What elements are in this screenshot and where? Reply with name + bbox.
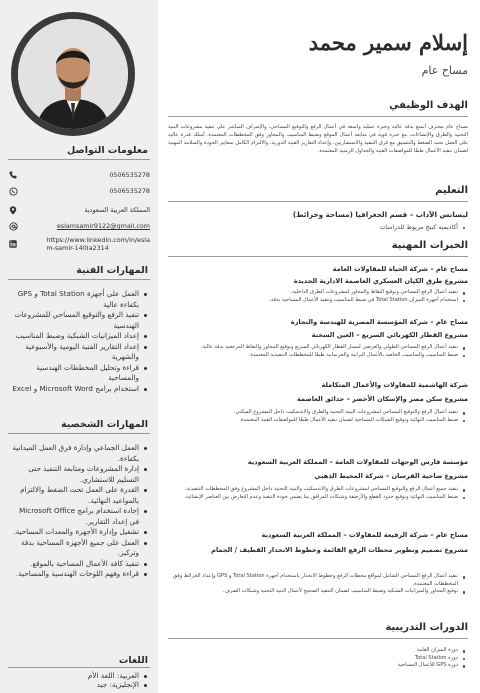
experience-project: مشروع طرق الكيان العسكري العاصمة الادارية الجديدة: [293, 277, 468, 285]
list-item: دورة GPS للأعمال المساحية: [168, 662, 468, 670]
list-item: تنفيذ كافة الأعمال المساحية بالموقع.: [10, 559, 148, 570]
linkedin-icon: [8, 239, 18, 249]
languages-title: اللغات: [118, 655, 148, 666]
avatar-portrait-icon: [18, 19, 128, 129]
contact-email[interactable]: [8, 221, 150, 231]
list-item: ضبط المناسيب النهائية وتوقيع الشبكات المساحية لضمان تنفيذ الأعمال طبقًا للمواصفات الفنية المعتمدة.: [168, 417, 468, 425]
contact-phone-2[interactable]: [8, 186, 150, 196]
list-item: العمل على أجهزة Total Station و GPS بكفاءة عالية: [10, 289, 148, 310]
list-item: تنفيذ الرفع والتوقيع المساحي للمشروعات الهندسية: [10, 310, 148, 331]
list-item: القدرة على العمل تحت الضغط والالتزام بالمواعيد النهائية.: [10, 485, 148, 506]
tech-skills-list-wrap: [10, 289, 148, 394]
languages-list-wrap: [10, 671, 148, 689]
linkedin-url-line-1: https://www.linkedin.com/in/esla: [46, 236, 150, 244]
divider: [168, 256, 468, 257]
list-item: إعداد الميزانيات الشبكية وضبط المناسيب: [10, 331, 148, 342]
education-title: التعليم: [435, 185, 468, 196]
list-item: تنفيذ جميع أعمال الرفع والتوقيع المساحي لمشروعات الطرق والاندسكيب والبنية التحتية داخل المشروع وفق المخططات التنفيذية.: [168, 486, 468, 494]
main-column: [168, 0, 468, 693]
contact-location: [8, 205, 150, 215]
list-item: تشغيل وإدارة الأجهزة والمعدات المساحية.: [10, 527, 148, 538]
list-item: أكاديمية كينج مريوط للدراسات: [168, 223, 468, 232]
experience-project: مشروع القطار الكهربائي السريع – العين السخنة: [311, 331, 468, 339]
courses-list: [168, 647, 468, 670]
list-item: استخدام أجهزة الميزان Total Station في ضبط المناسيب وتنفيذ الأعمال المساحية بدقة.: [168, 297, 468, 305]
experience-project: مشروع سكن مصر والإسكان الأخضر – حدائق العاصمة: [297, 395, 468, 403]
email-icon: [8, 221, 18, 231]
contact-section: [10, 145, 148, 156]
divider: [168, 116, 468, 117]
personal-skills-title: المهارات الشخصية: [61, 419, 148, 430]
tech-skills-title: المهارات الفنية: [76, 265, 148, 276]
list-item: تنفيذ أعمال الرفع المساحي وتوقيع النقاط والمحاور لمشروعات الطرق الداخلية.: [168, 289, 468, 297]
linkedin-url-line-2: m-samir-140la2314: [46, 244, 109, 252]
phone-number: 0506535278: [109, 171, 150, 179]
list-item: توقيع المحاور والميزانيات الشبكية وضبط المناسيب لضمان التنفيذ الصحيح لأعمال البنية التحتية وشبكات الصرف.: [168, 588, 468, 596]
personal-skills-list-wrap: [10, 443, 148, 580]
experience-tasks: [168, 344, 468, 359]
phone-icon: [8, 170, 18, 180]
list-item: ضبط المناسيب النهائية وتوقيع حدود القطع والأرصفة وشبكات المرافق بما يضمن جودة التنفيذ وعدم التعارض بين العناصر الإنشائية.: [168, 494, 468, 502]
experience-tasks: [168, 486, 468, 501]
phone-number: 0506535278: [109, 187, 150, 195]
person-name: إسلام سمير محمد: [308, 30, 468, 55]
experience-company: مؤسسة فارس الوجهات للمقاولات العامة – المملكة العربية السعودية: [247, 458, 468, 466]
experience-tasks: [168, 289, 468, 304]
list-item: العربية: اللغة الأم: [10, 671, 148, 680]
experience-company: مساح عام – شركة الحياة للمقاولات العامة: [332, 265, 468, 273]
list-item: إدارة المشروعات ومتابعة التنفيذ حتى التسليم للاستشاري.: [10, 464, 148, 485]
divider: [8, 667, 150, 668]
list-item: قراءة وفهم اللوحات الهندسية والمساحية.: [10, 569, 148, 580]
courses-title: الدورات التدريبية: [385, 622, 468, 633]
profile-photo: [11, 12, 135, 136]
job-title: مساح عام: [421, 64, 468, 77]
languages-list: [10, 671, 148, 689]
education-list: [168, 223, 468, 232]
list-item: تنفيذ أعمال الرفع والتوقيع المساحي لمشروعات البنية التحتية والطرق والاندسكيب داخل المشروع السكني.: [168, 409, 468, 417]
list-item: تنفيذ أعمال الرفع المساحي الشامل لمواقع محطات الرفع وخطوط الانحدار باستخدام أجهزة Total Station و GPS وإعداد الخرائط وفق المخططات المعتمدة.: [168, 573, 468, 588]
objective-text: مساح عام محترف أتمتع بدقة عالية وخبرة عملية واسعة في أعمال الرفع والتوقيع المساحي، والإشراف المباشر على تنفيذ مشروعات البنية التحتية والطرق والإنشاءات، مع خبرة قوية في متابعة أعمال الموقع وضبط المناسيب والمحاور وفق المخططات المعتمدة. أمتلك قدرة عالية على العمل تحت الضغط والتنسيق مع فرق التنفيذ والاستشاريين، وإعداد التقارير الفنية الدورية، والالتزام الكامل بمعايير الجودة والسلامة المهنية لضمان تنفيذ الأعمال طبقًا للمواصفات الفنية والجداول الزمنية المعتمدة.: [168, 124, 468, 154]
experience-company: شركة الهاشمية للمقاولات والأعمال المتكاملة: [321, 381, 468, 389]
list-item: الإنجليزية: جيد: [10, 680, 148, 689]
tech-skills-list: [10, 289, 148, 394]
location-icon: [8, 205, 18, 215]
education-degree: ليسانس الآداب – قسم الجغرافيا (مساحة وخرائط): [292, 210, 468, 219]
languages-section: [10, 655, 148, 666]
list-item: دورة الميزان القامة: [168, 647, 468, 655]
personal-skills-list: [10, 443, 148, 580]
list-item: العمل على جميع الأجهزة المساحية بدقة وتركيز.: [10, 538, 148, 559]
avatar: [18, 19, 128, 129]
experience-tasks: [168, 409, 468, 424]
experience-tasks: [168, 573, 468, 596]
email-link[interactable]: eslamsamir9122@gmail.com: [56, 222, 150, 230]
experience-title: الخبرات المهنية: [391, 240, 468, 251]
linkedin-link[interactable]: [46, 236, 150, 252]
divider: [168, 201, 468, 202]
list-item: إعداد التقارير الفنية اليومية والأسبوعية والشهرية: [10, 342, 148, 363]
divider: [8, 279, 150, 280]
contact-title: معلومات التواصل: [67, 145, 148, 156]
experience-project: مشروع ضاحية الفرسان – شركة المحيط الذهبي: [314, 472, 468, 480]
list-item: إجادة استخدام برامج Microsoft Office في إعداد التقارير.: [10, 506, 148, 527]
location-text: المملكة العربية السعودية: [84, 206, 150, 214]
list-item: العمل الجماعي وإدارة فرق العمل الميدانية بكفاءة.: [10, 443, 148, 464]
experience-company: مساح عام – شركة الرفيعة للمقاولات – المملكة العربية السعودية: [261, 531, 468, 539]
divider: [168, 638, 468, 639]
list-item: تنفيذ أعمال الرفع المساحي الطولي والعرضي لمسار القطار الكهربائي السريع وتوقيع المحاور والنقاط المرجعية بدقة عالية.: [168, 344, 468, 352]
list-item: ضبط المناسيب والمناسيب الخاصة بالأعمال الترابية والخرسانية طبقًا للمخططات التنفيذية المعتمدة.: [168, 352, 468, 360]
contact-phone-1[interactable]: [8, 170, 150, 180]
whatsapp-icon: [8, 186, 18, 196]
experience-project: مشروع تصميم وتطوير محطات الرفع القائمة وخطوط الانحدار القطيف / الجمام: [211, 546, 468, 554]
experience-company: مساح عام – شركة المؤسسة المصرية للهندسة والتجارة: [290, 318, 468, 326]
divider: [8, 159, 150, 160]
objective-title: الهدف الوظيفي: [389, 100, 468, 111]
contact-linkedin[interactable]: [8, 236, 150, 252]
list-item: قراءة وتحليل المخططات الهندسية والمساحية: [10, 363, 148, 384]
list-item: استخدام برامج Microsoft Word و Excel: [10, 384, 148, 395]
list-item: دورة Total Station: [168, 655, 468, 663]
divider: [8, 433, 150, 434]
personal-skills-section: [10, 419, 148, 430]
tech-skills-section: [10, 265, 148, 276]
sidebar: [0, 0, 158, 693]
